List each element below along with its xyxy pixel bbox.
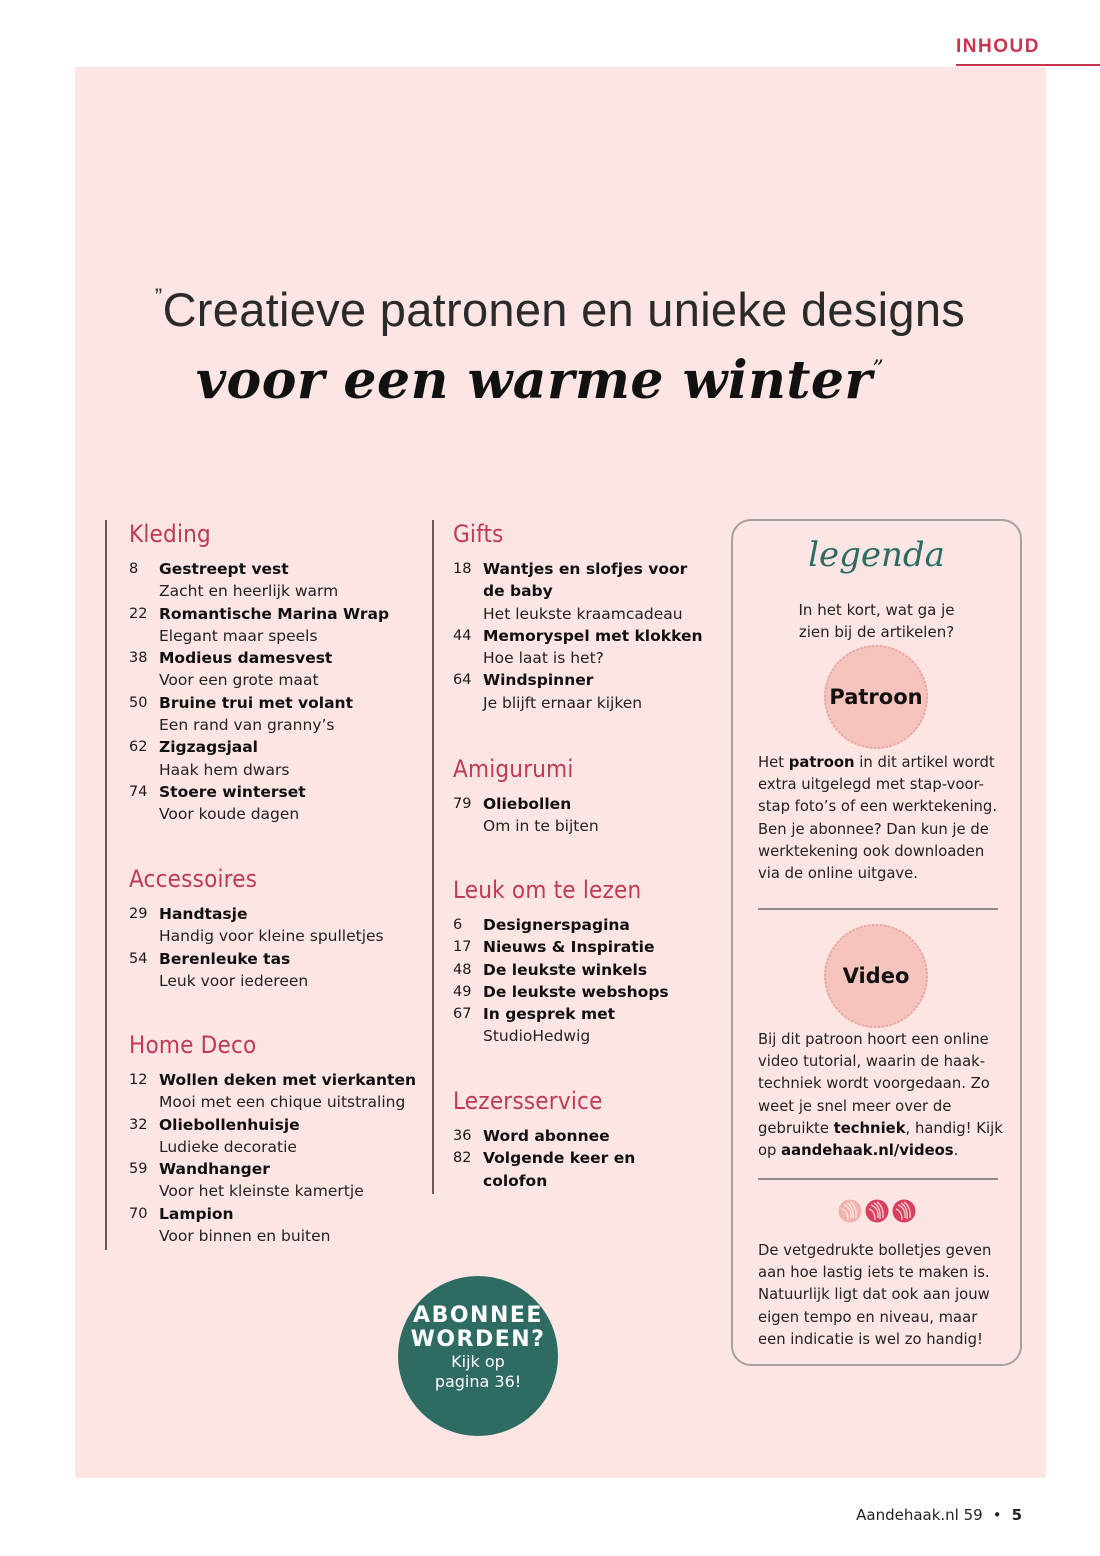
- toc-entry[interactable]: [453, 981, 713, 1003]
- category-title: Gifts: [453, 520, 504, 548]
- entry-title: Word abonnee: [483, 1127, 610, 1145]
- difficulty-yarn-icons: [838, 1199, 916, 1223]
- entry-title: Oliebollen: [483, 795, 572, 813]
- quote-line-2: [0, 350, 1100, 411]
- page-number: 38: [129, 650, 148, 667]
- entry-title: De leukste winkels: [483, 960, 648, 979]
- entry-title: Wandhanger: [159, 1160, 270, 1179]
- page-number: 18: [453, 561, 472, 577]
- column-divider-left: [105, 520, 107, 1250]
- footer-separator: •: [992, 1506, 1002, 1524]
- cta-line-1: ABONNEE: [413, 1303, 543, 1328]
- entry-title: Zigzagsjaal: [159, 738, 258, 757]
- entry-subtitle: Elegant maar speels: [159, 626, 318, 645]
- toc-section-lezersservice: [453, 1087, 713, 1192]
- patroon-description: [758, 752, 1008, 885]
- page-number: 54: [129, 950, 148, 967]
- page-number: 32: [129, 1116, 148, 1133]
- toc-entry[interactable]: [129, 647, 429, 692]
- entry-subtitle: Mooi met een chique uitstraling: [159, 1093, 406, 1112]
- page-footer: [856, 1506, 1022, 1524]
- page-number: 8: [129, 561, 139, 577]
- entry-title: Windspinner: [483, 671, 594, 690]
- text: Het: [758, 754, 789, 771]
- entry-subtitle: Hoe laat is het?: [483, 649, 604, 668]
- legend-divider: [758, 1178, 998, 1180]
- entry-title: De leukste webshops: [483, 982, 669, 1001]
- toc-section-accessoires: [129, 865, 429, 992]
- toc-entry[interactable]: [129, 603, 429, 648]
- entry-title: Volgende keer en colofon: [483, 1149, 636, 1190]
- entry-title: Modieus damesvest: [159, 649, 333, 668]
- entry-title: Lampion: [159, 1204, 234, 1223]
- toc-column-2: [453, 520, 713, 1190]
- entry-subtitle: Voor binnen en buiten: [159, 1227, 331, 1246]
- page-number: 12: [129, 1072, 148, 1088]
- category-title: Lezersservice: [453, 1087, 603, 1115]
- page-number: 29: [129, 906, 148, 922]
- toc-entry[interactable]: [129, 692, 429, 737]
- toc-section-gifts: [453, 520, 713, 714]
- video-badge-label: Video: [842, 964, 910, 988]
- cta-line-4: pagina 36!: [434, 1372, 522, 1391]
- page-number: 64: [453, 672, 472, 689]
- text: , handig! Kijk op: [758, 1119, 1003, 1160]
- entry-title: Romantische Marina Wrap: [159, 604, 390, 623]
- toc-entry[interactable]: [129, 903, 429, 948]
- entry-title: Nieuws & Inspiratie: [483, 938, 655, 957]
- entry-title: Bruine trui met volant: [159, 693, 353, 712]
- entry-subtitle: Je blijft ernaar kijken: [483, 693, 643, 712]
- entry-title: Wollen deken met vierkanten: [159, 1071, 417, 1089]
- text: De vetgedrukte bolletjes geven aan hoe lastig iets te maken is. Natuurlijk ligt dat ook aan jouw eigen tempo en niveau, maar een indicatie is wel zo handig!: [758, 1242, 992, 1348]
- category-title: Accessoires: [129, 865, 258, 893]
- entry-title: Oliebollenhuisje: [159, 1115, 300, 1134]
- toc-entry[interactable]: [129, 948, 429, 993]
- cta-line-2: WORDEN?: [410, 1327, 546, 1352]
- entry-subtitle: Een rand van granny’s: [159, 716, 335, 735]
- page-number: 67: [453, 1006, 472, 1023]
- entry-subtitle: Handig voor kleine spulletjes: [159, 927, 384, 946]
- toc-section-home-deco: [129, 1031, 429, 1247]
- toc-entry[interactable]: [129, 1114, 429, 1159]
- column-divider-middle: [432, 520, 434, 1194]
- publication-name: Aandehaak.nl 59: [856, 1506, 983, 1524]
- legend-title: legenda: [808, 535, 945, 575]
- entry-subtitle: Haak hem dwars: [159, 760, 290, 779]
- difficulty-description: [758, 1240, 1008, 1351]
- toc-entry[interactable]: [453, 936, 713, 958]
- toc-entry[interactable]: [129, 1203, 429, 1248]
- category-title: Kleding: [129, 520, 211, 548]
- entry-title: Berenleuke tas: [159, 949, 291, 968]
- entry-title: In gesprek met: [483, 1005, 616, 1024]
- toc-entry[interactable]: [129, 736, 429, 781]
- entry-title: Designerspagina: [483, 916, 630, 934]
- videos-link[interactable]: aandehaak.nl/videos: [781, 1142, 954, 1160]
- entry-subtitle: Voor koude dagen: [159, 805, 300, 824]
- page-number: 82: [453, 1150, 472, 1167]
- toc-entry[interactable]: [129, 1069, 429, 1114]
- text: Bij dit patroon hoort een online video tutorial, waarin de haak-techniek wordt voorgedaan. Zo weet je snel meer over de gebruikte: [758, 1031, 990, 1137]
- category-title: Leuk om te lezen: [453, 876, 642, 904]
- category-title: Amigurumi: [453, 755, 574, 783]
- quote-line-2-text: voor een warme winter: [195, 350, 873, 411]
- toc-entry[interactable]: [453, 1003, 713, 1048]
- page-number: 36: [453, 1128, 472, 1144]
- page-number: 17: [453, 939, 472, 956]
- legend-intro: [733, 599, 1020, 643]
- section-tag: INHOUD: [956, 36, 1040, 57]
- text: in dit artikel wordt extra uitgelegd met stap-voor-stap foto’s of een werktekening. Ben je abonnee? Dan kun je de werktekening ook downloaden via de online uitgave.: [758, 754, 998, 883]
- entry-title: Wantjes en slofjes voor de baby: [483, 560, 688, 601]
- yarn-ball-dark-icon: [865, 1199, 889, 1223]
- toc-column-1: [129, 520, 429, 1246]
- toc-entry[interactable]: [129, 781, 429, 826]
- entry-title: Handtasje: [159, 905, 248, 923]
- toc-section-kleding: [129, 520, 429, 826]
- entry-subtitle: Ludieke decoratie: [159, 1137, 297, 1156]
- page-number: 5: [1011, 1506, 1022, 1524]
- subscribe-badge[interactable]: [398, 1276, 558, 1436]
- toc-entry[interactable]: [129, 1158, 429, 1203]
- toc-entry[interactable]: [129, 558, 429, 603]
- text-bold: techniek: [833, 1119, 906, 1137]
- toc-entry[interactable]: [453, 1147, 713, 1192]
- toc-entry[interactable]: [453, 625, 713, 670]
- quote-line-1: [0, 282, 1100, 337]
- category-title: Home Deco: [129, 1031, 257, 1059]
- toc-entry[interactable]: [453, 669, 713, 714]
- toc-entry[interactable]: [453, 558, 713, 625]
- entry-subtitle: StudioHedwig: [483, 1027, 591, 1046]
- video-badge: [824, 924, 928, 1028]
- entry-subtitle: Voor het kleinste kamertje: [159, 1182, 364, 1201]
- toc-entry[interactable]: [453, 914, 713, 936]
- page-number: 6: [453, 917, 463, 933]
- patroon-badge: [824, 645, 928, 749]
- entry-title: Stoere winterset: [159, 782, 306, 801]
- page-number: 62: [129, 739, 148, 756]
- cta-line-3: Kijk op: [451, 1352, 505, 1371]
- legend-intro-text: In het kort, wat ga je zien bij de artikelen?: [798, 601, 955, 641]
- text-bold: patroon: [788, 754, 855, 771]
- page-number: 74: [129, 783, 148, 800]
- page-number: 70: [129, 1205, 148, 1222]
- patroon-badge-label: Patroon: [829, 685, 923, 709]
- toc-section-amigurumi: [453, 755, 713, 838]
- yarn-ball-light-icon: [838, 1199, 862, 1223]
- toc-section-leuk-om-te-lezen: [453, 876, 713, 1048]
- entry-subtitle: Leuk voor iedereen: [159, 971, 309, 990]
- toc-entry[interactable]: [453, 1125, 713, 1147]
- page-number: 59: [129, 1161, 148, 1178]
- entry-title: Memoryspel met klokken: [483, 626, 703, 645]
- page-number: 49: [453, 983, 472, 1000]
- section-tag-underline: [956, 64, 1100, 66]
- text: .: [953, 1142, 959, 1160]
- toc-entry[interactable]: [453, 959, 713, 981]
- page-number: 79: [453, 796, 472, 812]
- page-number: 22: [129, 605, 148, 622]
- quote-close-mark: ”: [872, 357, 885, 382]
- entry-subtitle: Zacht en heerlijk warm: [159, 582, 339, 601]
- quote-open-mark: ”: [154, 284, 163, 309]
- page-number: 44: [453, 627, 472, 644]
- quote-line-1-text: Creatieve patronen en unieke designs: [162, 283, 966, 336]
- entry-subtitle: Om in te bijten: [483, 817, 599, 836]
- toc-entry[interactable]: [453, 793, 713, 838]
- legend-box: [731, 519, 1022, 1366]
- legend-divider: [758, 908, 998, 910]
- entry-title: Gestreept vest: [159, 560, 289, 578]
- page-number: 50: [129, 694, 148, 711]
- entry-subtitle: Het leukste kraamcadeau: [483, 604, 683, 623]
- video-description: [758, 1029, 1008, 1162]
- page-number: 48: [453, 961, 472, 978]
- entry-subtitle: Voor een grote maat: [159, 671, 319, 690]
- yarn-ball-dark-icon: [892, 1199, 916, 1223]
